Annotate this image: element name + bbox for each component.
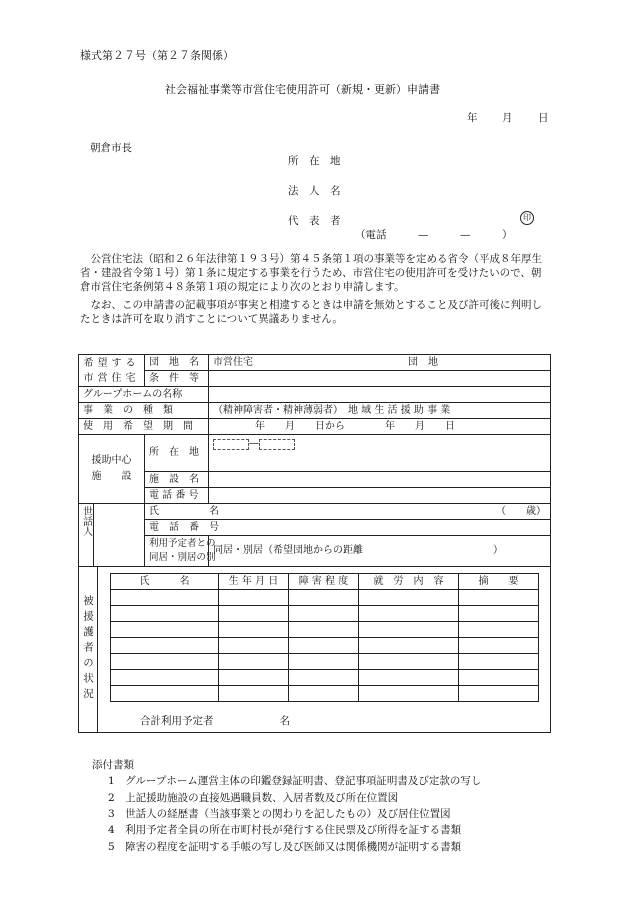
facility-phone-label: 電 話 番 号	[145, 488, 209, 504]
facility-name-label: 施 設 名	[145, 472, 209, 488]
col-header: 摘 要	[459, 574, 539, 590]
gh-name-label: グループホームの名称	[79, 387, 209, 403]
table-row[interactable]	[111, 670, 539, 686]
date-month: 月	[502, 112, 513, 124]
date-day: 日	[538, 112, 549, 124]
business-type-label: 事 業 の 種 類	[79, 403, 209, 419]
caretaker-phone-row[interactable]: 電 話 番 号	[145, 520, 551, 536]
applicant-phone: （電話 — — ）	[355, 229, 513, 241]
col-header: 障 害 程 度	[289, 574, 359, 590]
body-paragraph-2: なお、この申請書の記載事項が事実と相違するときは申請を無効とすること及び許可後に判明したときは許可を取り消すことについて異議ありません。	[80, 299, 542, 325]
attachment-item: 2 上記援助施設の直接処遇職員数、入居者数及び所在位置図	[108, 792, 399, 804]
attachment-item: 5 障害の程度を証明する手帳の写し及び医師又は関係機関が証明する書類	[108, 841, 462, 853]
applicant-address-label: 所 在 地	[288, 155, 341, 167]
form-title: 社会福祉事業等市営住宅使用許可（新規・更新）申請書	[165, 83, 440, 96]
danchi-name-field[interactable]: 市営住宅 団 地	[209, 355, 551, 371]
caretaker-label: 世話人	[79, 504, 94, 566]
total-row: 合計利用予定者 名	[140, 715, 290, 727]
applicant-rep-label: 代 表 者	[288, 215, 341, 227]
cohabitation-field[interactable]: 同居・別居（希望団地からの距離 ）	[209, 536, 551, 567]
applicant-corp-label: 法 人 名	[288, 185, 341, 197]
protected-persons-table	[110, 573, 539, 702]
period-label: 使 用 希 望 期 間	[79, 419, 209, 435]
postal-code-box[interactable]	[213, 439, 249, 450]
col-header: 生 年 月 日	[219, 574, 289, 590]
date-year: 年	[467, 112, 478, 124]
attachment-item: 1 グループホーム運営主体の印鑑登録証明書、登記事項証明書及び定款の写し	[108, 775, 482, 787]
support-facility-label: 援助中心 施 設	[79, 435, 145, 504]
body-paragraph-1: 公営住宅法（昭和２６年法律第１９３号）第４５条第１項の事業等を定める省令（平成８年厚生省・建設省令第１号）第１条に規定する事業を行うため、市営住宅の使用許可を受けたいので、朝倉市営住宅条例第４８条第１項の規定により次のとおり申請します。	[80, 253, 542, 293]
table-row[interactable]	[111, 686, 539, 702]
table-row[interactable]	[111, 638, 539, 654]
seal-icon: 印	[520, 211, 534, 225]
conditions-field[interactable]	[209, 371, 551, 387]
period-field[interactable]: 年 月 日から 年 月 日	[209, 419, 551, 435]
table-row[interactable]	[111, 622, 539, 638]
facility-phone-field[interactable]	[209, 488, 551, 504]
desired-housing-label: 希望する 市営住宅	[79, 355, 145, 387]
business-type-field: （精神障害者・精神薄弱者） 地 域 生 活 援 助 事 業	[209, 403, 551, 419]
facility-name-field[interactable]	[209, 472, 551, 488]
postal-code-box[interactable]	[259, 439, 295, 450]
protected-section	[79, 567, 551, 733]
application-table	[78, 354, 551, 733]
danchi-name-label: 団 地 名	[145, 355, 209, 371]
caretaker-section	[79, 504, 145, 567]
attachment-item: 4 利用予定者全員の所在市町村長が発行する住民票及び所得を証する書類	[108, 824, 462, 836]
col-header: 氏 名	[111, 574, 219, 590]
col-header: 就 労 内 容	[359, 574, 459, 590]
attachments-heading: 添付書類	[92, 759, 134, 771]
table-row[interactable]	[111, 654, 539, 670]
attachment-item: 3 世話人の経歴書（当該事業との関わりを記したもの）及び居住位置図	[108, 808, 451, 820]
table-row[interactable]	[111, 606, 539, 622]
facility-address-label: 所 在 地	[145, 435, 209, 472]
conditions-label: 条 件 等	[145, 371, 209, 387]
facility-address-field[interactable]: —	[209, 435, 551, 472]
table-row[interactable]	[111, 590, 539, 606]
protected-label: 被援護者の状況	[79, 567, 98, 732]
cohabitation-label: 利用予定者との 同居・別居の別	[145, 536, 209, 567]
caretaker-name-row[interactable]: 氏 名 （ 歳）	[145, 504, 551, 520]
form-number: 様式第２７号（第２７条関係）	[80, 49, 234, 62]
addressee: 朝倉市長	[90, 142, 132, 154]
gh-name-field[interactable]	[209, 387, 551, 403]
